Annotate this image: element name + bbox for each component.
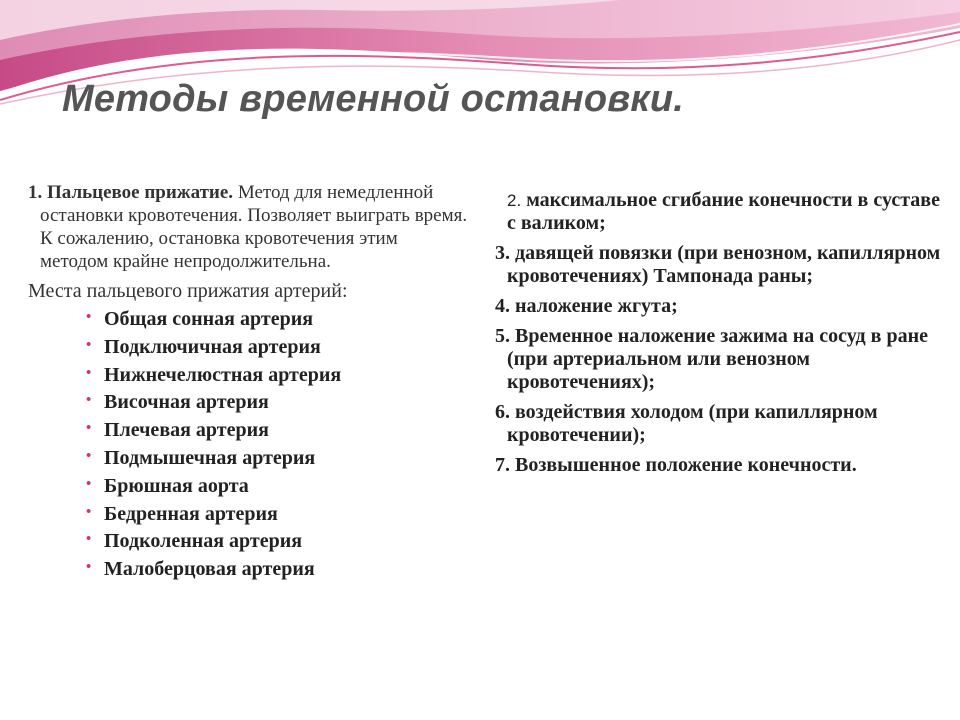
method-item: 7. Возвышенное положение конечности. [495, 454, 857, 476]
bullet-icon: • [86, 392, 92, 409]
slide-title: Методы временной остановки. [62, 78, 685, 120]
method-item: 5. Временное наложение зажима на сосуд в ране (при артериальном или венозном кровотечениях); [495, 325, 928, 393]
list-item: • Височная артерия [86, 389, 468, 417]
finger-pressure-intro [28, 181, 468, 273]
method-item: 3. давящей повязки (при венозном, капиллярном кровотечениях) Тампонада раны; [495, 242, 941, 287]
bullet-icon: • [86, 364, 92, 381]
artery-list [28, 306, 468, 584]
bullet-icon: • [86, 420, 92, 437]
list-item: • Малоберцовая артерия [86, 556, 468, 584]
method-number: 2. [507, 191, 522, 210]
bullet-icon: • [86, 336, 92, 353]
pressure-points-label: Места пальцевого прижатия артерий: [28, 280, 348, 302]
list-item: • Подключичная артерия [86, 334, 468, 362]
list-item: • Подмышечная артерия [86, 445, 468, 473]
bullet-icon: • [86, 503, 92, 520]
bullet-icon: • [86, 559, 92, 576]
bullet-icon: • [86, 309, 92, 325]
list-item: • Подколенная артерия [86, 528, 468, 556]
list-item: • Нижнечелюстная артерия [86, 362, 468, 390]
bullet-icon: • [86, 531, 92, 548]
bullet-icon: • [86, 447, 92, 464]
list-item: • Брюшная аорта [86, 473, 468, 501]
intro-lead: 1. Пальцевое прижатие. [28, 182, 234, 203]
intro-text: Метод для немедленной остановки кровотечения. Позволяет выиграть время. К сожалению, остановка кровотечения этим методом крайне непродолжительна. [40, 182, 468, 272]
left-column [28, 181, 468, 584]
method-item: 4. наложение жгута; [495, 295, 678, 317]
list-item: • Общая сонная артерия [86, 306, 468, 334]
list-item: • Плечевая артерия [86, 417, 468, 445]
list-item: • Бедренная артерия [86, 501, 468, 529]
method-item: 6. воздействия холодом (при капиллярном кровотечении); [495, 401, 878, 446]
bullet-icon: • [86, 475, 92, 492]
right-column [495, 189, 945, 484]
method-item: 2. максимальное сгибание конечности в суставе с валиком; [507, 189, 940, 234]
